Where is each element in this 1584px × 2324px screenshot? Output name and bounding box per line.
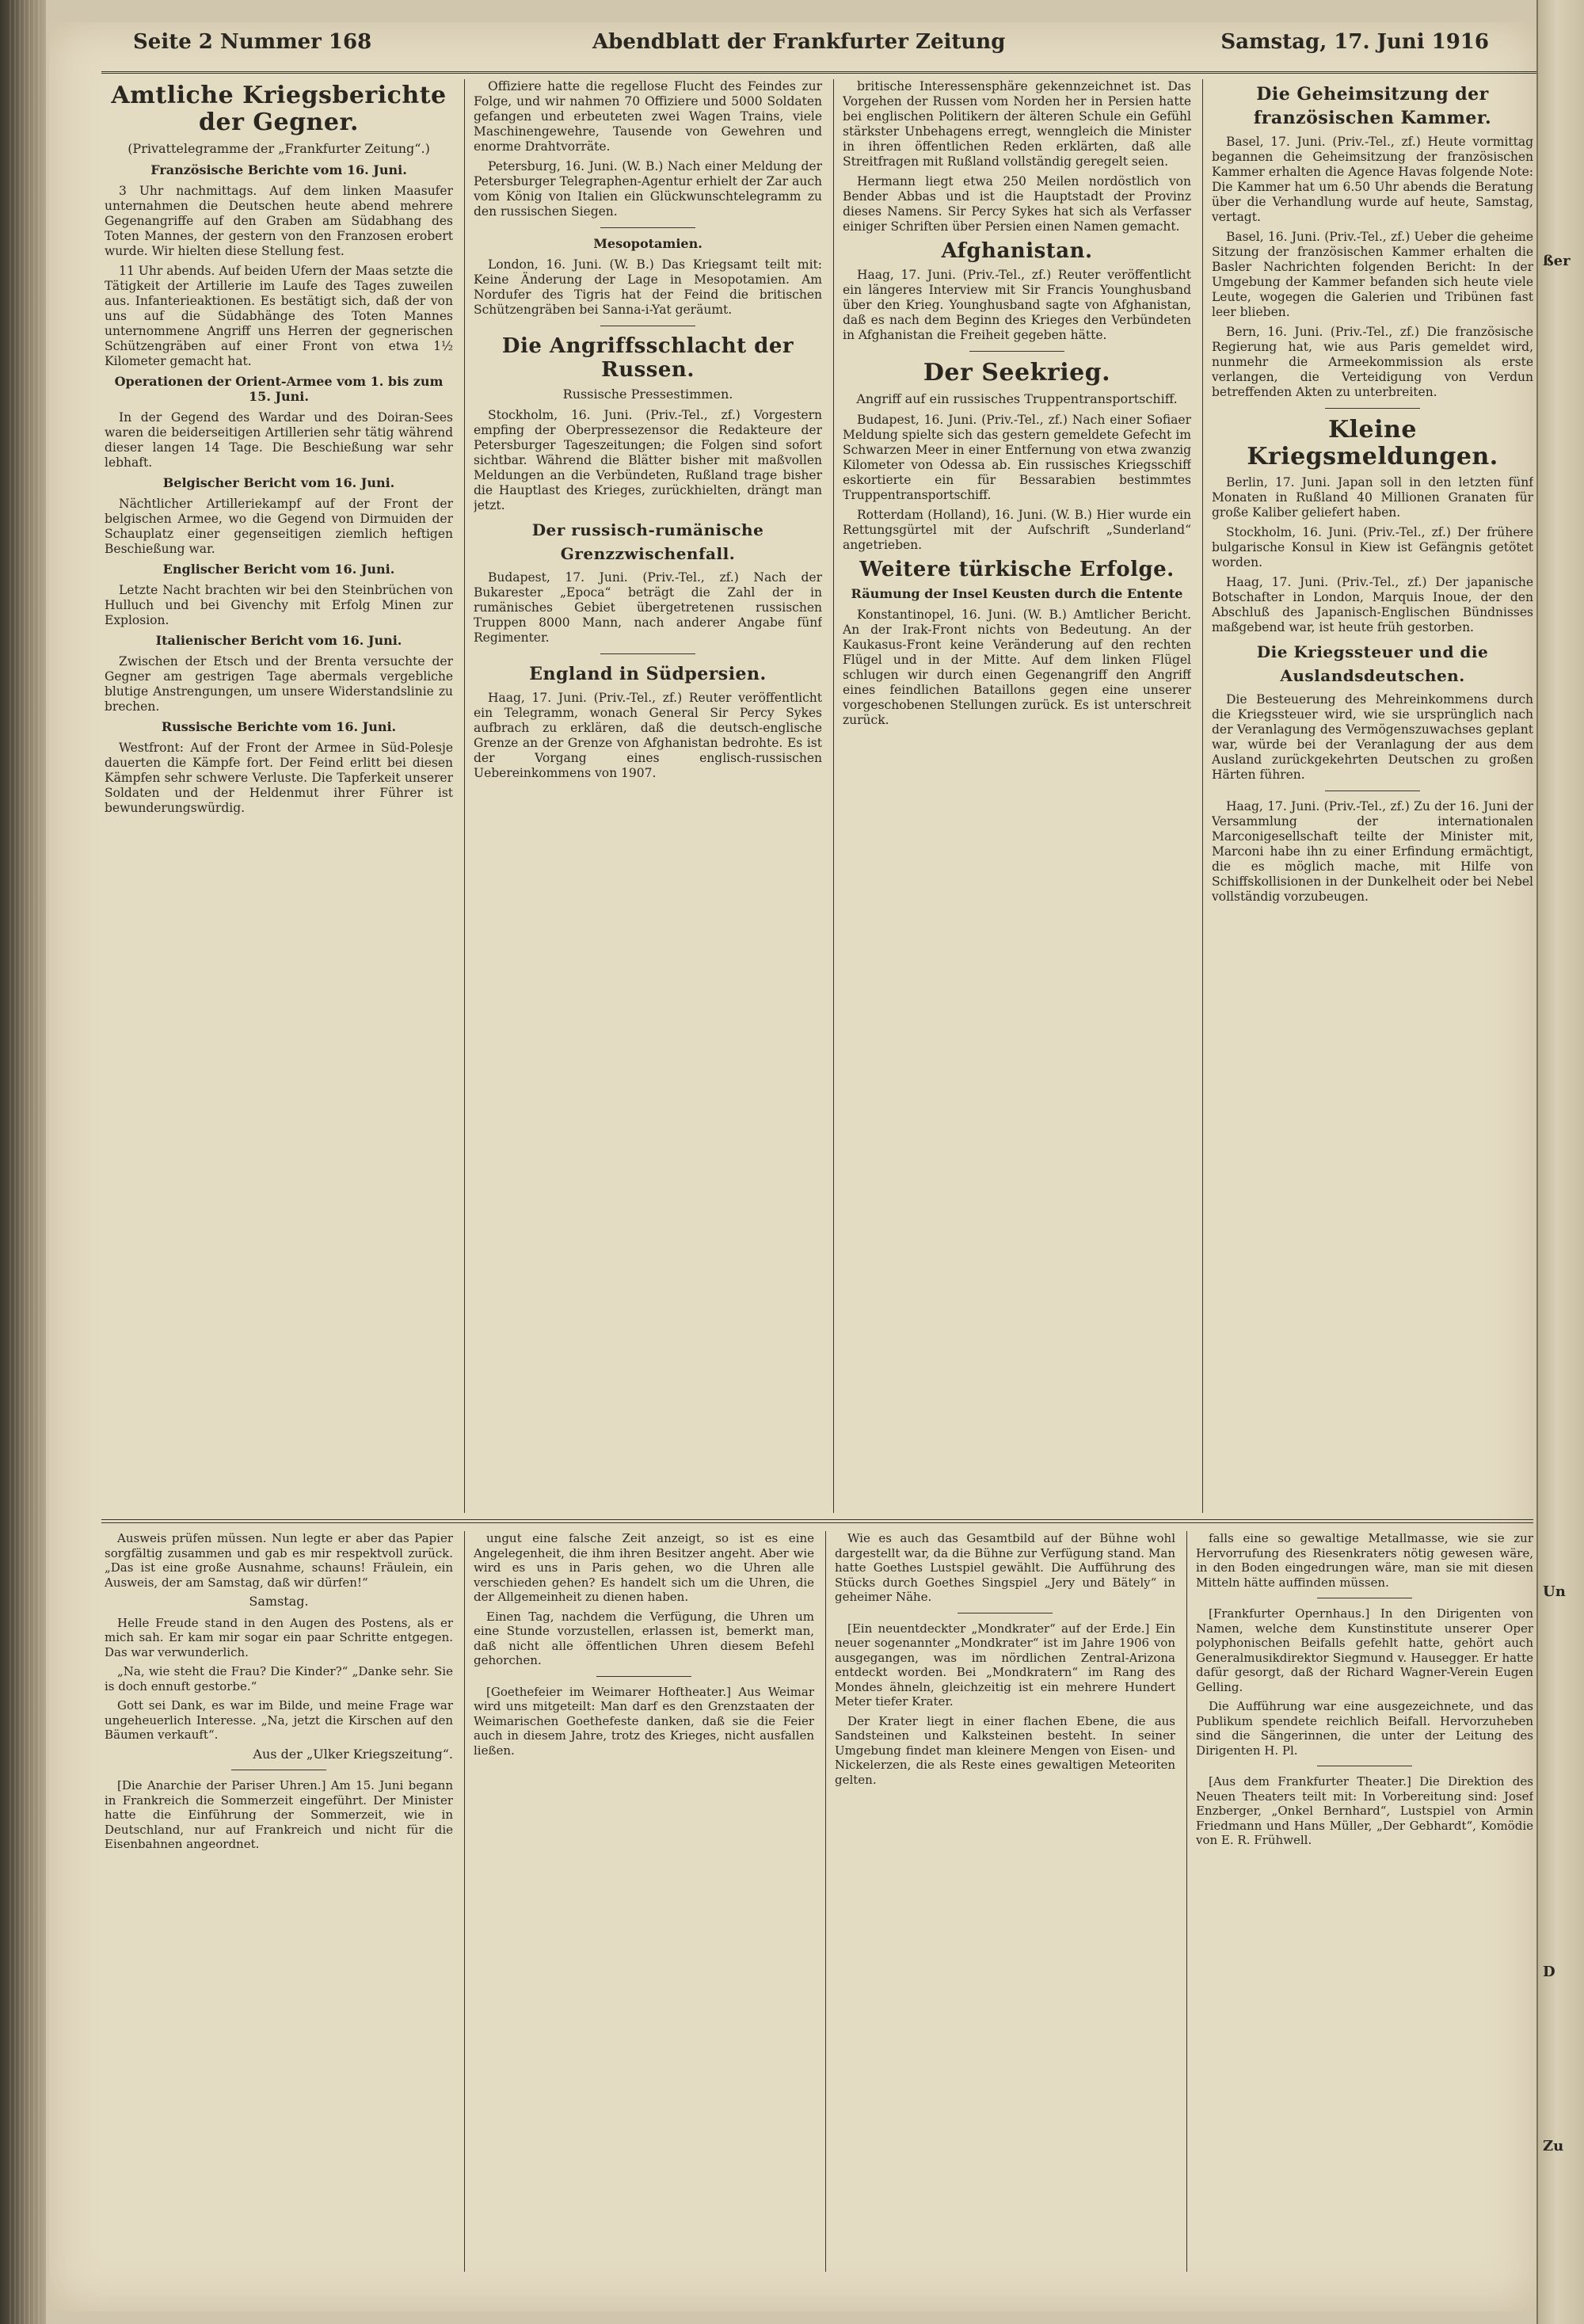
article-paragraph: In der Gegend des Wardar und des Doiran-Sees waren die beiderseitigen Artillerien sehr tätig während dieser langen 14 Tage. Die Beschießung war sehr lebhaft.	[105, 410, 453, 470]
feuilleton-column-3	[835, 1531, 1175, 2272]
article-paragraph: Bern, 16. Juni. (Priv.-Tel., zf.) Die französische Regierung hat, wie aus Paris gemeldet wird, nunmehr die Armeekommission als erste verlangen, die Verteidigung von Verdun betreffenden Akten zu unterbreiten.	[1212, 325, 1533, 399]
column-2	[474, 79, 822, 1513]
subheading-truppentransport: Angriff auf ein russisches Truppentransportschiff.	[856, 391, 1178, 406]
article-paragraph: London, 16. Juni. (W. B.) Das Kriegsamt teilt mit: Keine Änderung der Lage in Mesopotamien. Am Nordufer des Tigris hat der Feind die britischen Schützengräben bei Sanna-i-Yat geräumt.	[474, 257, 822, 317]
article-paragraph: britische Interessensphäre gekennzeichnet ist. Das Vorgehen der Russen vom Norden her in Persien hatte bei englischen Politikern der älteren Schule ein Gefühl stärkster Unbehagens erregt, wenngleich die Minister in ihren öffentlichen Reden erklärten, daß alle Streitfragen mit Rußland vollständig geregelt seien.	[843, 79, 1191, 169]
feuilleton-paragraph: Ausweis prüfen müssen. Nun legte er aber das Papier sorgfältig zusammen und gab es mir respektvoll zurück. „Das ist eine große Ausnahme, schauns! Fräulein, ein Ausweis, der am Samstag, daß wir dürfen!“	[105, 1531, 453, 1590]
feuilleton-paragraph: Einen Tag, nachdem die Verfügung, die Uhren um eine Stunde vorzustellen, erlassen ist, bemerkt man, daß nicht alle öffentlichen Uhren diesem Befehl gehorchen.	[474, 1609, 814, 1667]
article-paragraph: Die Besteuerung des Mehreinkommens durch die Kriegssteuer wird, wie sie ursprünglich nach der Veranlagung des Vermögenszuwachses geplant war, würde bei der Veranlagung der aus dem Ausland zurückgekehrten Deutschen zu großen Härten führen.	[1212, 692, 1533, 782]
book-binding	[0, 0, 46, 2324]
headline-tuerkische-erfolge: Weitere türkische Erfolge.	[859, 558, 1175, 581]
article-paragraph: Rotterdam (Holland), 16. Juni. (W. B.) Hier wurde ein Rettungsgürtel mit der Aufschrift „Sunderland“ angetrieben.	[843, 508, 1191, 552]
column-1	[105, 79, 453, 1513]
article-paragraph: Budapest, 17. Juni. (Priv.-Tel., zf.) Nach der Bukarester „Epoca“ beträgt die Zahl der in rumänisches Gebiet übergetretenen russischen Truppen 8000 Mann, nach anderer Angabe fünf Regimenter.	[474, 570, 822, 645]
section-russian-report: Russische Berichte vom 16. Juni.	[161, 719, 397, 734]
article-paragraph: Hermann liegt etwa 250 Meilen nordöstlich von Bender Abbas und ist die Hauptstadt der Provinz dieses Namens. Sir Percy Sykes hat sich als Verfasser einiger Schriften über Persien einen Namen gemacht.	[843, 174, 1191, 234]
feuilleton-column-2	[474, 1531, 814, 2272]
article-paragraph: Westfront: Auf der Front der Armee in Süd-Polesje dauerten die Kämpfe fort. Der Feind erlitt bei diesen Kämpfen sehr schwere Verluste. Die Tapferkeit unserer Soldaten und der Heldenmut ihrer Führer ist bewunderungswürdig.	[105, 741, 453, 815]
headline-angriffsschlacht: Die Angriffsschlacht der Russen.	[501, 334, 794, 382]
divider	[596, 1676, 691, 1677]
header-page-number: Seite 2 Nummer 168	[133, 30, 372, 54]
section-belgian-report: Belgischer Bericht vom 16. Juni.	[162, 475, 395, 490]
adjacent-page-fragment: Un	[1543, 1583, 1566, 1600]
adjacent-page-fragment: Zu	[1543, 2138, 1564, 2154]
divider	[969, 351, 1064, 352]
feuilleton-source: Aus der „Ulker Kriegszeitung“.	[253, 1746, 453, 1762]
divider	[600, 653, 695, 654]
newspaper-page	[49, 22, 1536, 2311]
feuilleton-column-1	[105, 1531, 453, 2272]
page-header	[101, 22, 1536, 74]
feuilleton-paragraph: Gott sei Dank, es war im Bilde, und meine Frage war ungeheuerlich Interesse. „Na, jetzt die Kirschen auf den Bäumen verkauft“.	[105, 1698, 453, 1742]
article-paragraph: Haag, 17. Juni. (Priv.-Tel., zf.) Der japanische Botschafter in London, Marquis Inoue, der den Abschluß des Japanisch-Englischen Bündnisses maßgebend war, ist heute früh gestorben.	[1212, 575, 1533, 634]
headline-grenzzwischenfall: Der russisch-rumänische Grenzzwischenfall.	[531, 520, 764, 563]
feuilleton-paragraph: [Aus dem Frankfurter Theater.] Die Direktion des Neuen Theaters teilt mit: In Vorbereitung sind: Josef Enzberger, „Onkel Bernhard“, Lustspiel von Armin Friedmann und Hans Müller, „Der Gebhardt“, Komödie von E. R. Frühwell.	[1196, 1774, 1533, 1847]
article-paragraph: Haag, 17. Juni. (Priv.-Tel., zf.) Reuter veröffentlicht ein längeres Interview mit Sir Francis Younghusband über den Krieg. Younghusband sagte von Afghanistan, daß es nach dem Beginn des Krieges den Verbündeten in Afghanistan die Freiheit gegeben hätte.	[843, 268, 1191, 342]
article-paragraph: Haag, 17. Juni. (Priv.-Tel., zf.) Zu der 16. Juni der Versammlung der internationalen Marconigesellschaft teilte der Minister mit, Marconi habe ihn zu einer Erfindung ermächtigt, die es möglich mache, mit Hilfe von Schiffskollisionen in der Dunkelheit oder bei Nebel vollständig vorzubeugen.	[1212, 799, 1533, 904]
feuilleton-paragraph: Helle Freude stand in den Augen des Postens, als er mich sah. Er kam mir sogar ein paar Schritte entgegen. Das war verwunderlich.	[105, 1615, 453, 1659]
column-rule	[464, 1531, 465, 2272]
headline-suedpersien: England in Südpersien.	[529, 664, 767, 684]
feuilleton-paragraph: [Goethefeier im Weimarer Hoftheater.] Aus Weimar wird uns mitgeteilt: Man darf es den Grenzstaaten der Weimarischen Goethefeste danken, daß sie die Feier auch in diesem Jahre, trotz des Krieges, nicht ausfallen ließen.	[474, 1684, 814, 1758]
feuilleton-paragraph: [Ein neuentdeckter „Mondkrater“ auf der Erde.] Ein neuer sogenannter „Mondkrater“ ist im Jahre 1906 von ausgegangen, was im nördlichen Zentral-Arizona entdeckt worden. Bei „Mondkratern“ im Rang des Mondes ähneln, gleichzeitig ist ein mehrere Hundert Meter tiefer Krater.	[835, 1621, 1175, 1709]
divider	[1325, 408, 1420, 409]
section-italian-report: Italienischer Bericht vom 16. Juni.	[155, 633, 402, 648]
article-paragraph: Basel, 16. Juni. (Priv.-Tel., zf.) Ueber die geheime Sitzung der französischen Kammer erhalten die Basler Nachrichten folgenden Bericht: In der Umgebung der Kammer befanden sich heute viele Leute, wogegen die Galerien und Tribünen fast leer blieben.	[1212, 230, 1533, 319]
feuilleton-paragraph: Die Aufführung war eine ausgezeichnete, und das Publikum spendete reichlich Beifall. Hervorzuheben sind die Sängerinnen, die unter der Leitung des Dirigenten H. Pl.	[1196, 1699, 1533, 1758]
article-paragraph: Konstantinopel, 16. Juni. (W. B.) Amtlicher Bericht. An der Irak-Front nichts von Bedeutung. An der Kaukasus-Front keine Veränderung auf den rechten Flügel und in der Mitte. Auf dem linken Flügel schlugen wir durch einen Gegenangriff den Angriff eines feindlichen Bataillons gegen eine unserer vorgeschobenen Stellungen zurück. Es ist unterschreit zurück.	[843, 608, 1191, 727]
headline-kriegsberichte: Amtliche Kriegsberichte der Gegner.	[111, 82, 447, 136]
column-3	[843, 79, 1191, 1513]
section-english-report: Englischer Bericht vom 16. Juni.	[162, 562, 395, 577]
feuilleton-paragraph: falls eine so gewaltige Metallmasse, wie sie zur Hervorrufung des Riesenkraters nötig gewesen wäre, in den Boden eingedrungen wäre, man sie mit diesen Mitteln hätte auffinden müssen.	[1196, 1531, 1533, 1590]
column-rule	[825, 1531, 826, 2272]
subheading-insel-keusten: Räumung der Insel Keusten durch die Entente	[851, 586, 1183, 601]
section-mesopotamien: Mesopotamien.	[593, 236, 703, 251]
article-paragraph: Offiziere hatte die regellose Flucht des Feindes zur Folge, und wir nahmen 70 Offiziere und 5000 Soldaten gefangen und erbeuteten zwei Wagen Trains, viele Maschinengewehre, Tausende von Gewehren und enorme Drahtvorräte.	[474, 79, 822, 154]
column-4	[1212, 79, 1533, 1513]
feuilleton-paragraph: [Frankfurter Opernhaus.] In den Dirigenten von Namen, welche dem Kunstinstitute unserer Oper polyphonischen Beifalls gefehlt hatte, gehört auch Generalmusikdirektor Siegmund v. Hausegger. Er hatte dafür gesorgt, daß der Richard Wagner-Verein Eugen Gelling.	[1196, 1606, 1533, 1694]
article-paragraph: Letzte Nacht brachten wir bei den Steinbrüchen von Hulluch und bei Givenchy mit Erfolg Minen zur Explosion.	[105, 583, 453, 627]
article-paragraph: Basel, 17. Juni. (Priv.-Tel., zf.) Heute vormittag begannen die Geheimsitzung der französischen Kammer erhalten die Agence Havas folgende Note: Die Kammer hat um 6.50 Uhr abends die Beratung über die Verhandlung wurde auf heute, Samstag, vertagt.	[1212, 135, 1533, 224]
feuilleton-paragraph: Wie es auch das Gesamtbild auf der Bühne wohl dargestellt war, da die Bühne zur Verfügung stand. Man hatte Goethes Lustspiel gewählt. Die Aufführung des Stücks durch Goethes Singspiel „Jery und Bätely“ in geheimer Nähe.	[835, 1531, 1175, 1604]
article-paragraph: Haag, 17. Juni. (Priv.-Tel., zf.) Reuter veröffentlicht ein Telegramm, wonach General Sir Percy Sykes aufbrach zu erklären, daß die deutsch-englische Grenze an der Grenze von Afghanistan bedrohte. Es ist der Vorgang eines englisch-russischen Uebereinkommens von 1907.	[474, 691, 822, 780]
feuilleton-subheading: Samstag.	[249, 1594, 309, 1609]
feuilleton-paragraph: [Die Anarchie der Pariser Uhren.] Am 15. Juni begann in Frankreich die Sommerzeit eingeführt. Der Minister hatte die Einführung der Sommerzeit, wie in Deutschland, nur auf Frankreich und nicht für die Eisenbahnen angeordnet.	[105, 1778, 453, 1851]
article-paragraph: Petersburg, 16. Juni. (W. B.) Nach einer Meldung der Petersburger Telegraphen-Agentur erhielt der Zar auch vom König von Italien ein Glückwunschtelegramm zu den russischen Siegen.	[474, 159, 822, 219]
binding-lines	[10, 0, 41, 2324]
header-date: Samstag, 17. Juni 1916	[1220, 30, 1489, 54]
article-paragraph: Berlin, 17. Juni. Japan soll in den letzten fünf Monaten in Rußland 40 Millionen Granaten für große Kaliber geliefert haben.	[1212, 475, 1533, 520]
article-paragraph: Stockholm, 16. Juni. (Priv.-Tel., zf.) Der frühere bulgarische Konsul in Kiew ist Gefängnis getötet worden.	[1212, 525, 1533, 570]
feuilleton-paragraph: Der Krater liegt in einer flachen Ebene, die aus Sandsteinen und Kalksteinen besteht. In seiner Umgebung findet man kleinere Mengen von Eisen- und Nickelerzen, die als Reste eines gewaltigen Meteoriten gelten.	[835, 1713, 1175, 1787]
headline-seekrieg: Der Seekrieg.	[923, 359, 1111, 387]
column-rule	[833, 79, 834, 1513]
adjacent-page-edge	[1536, 0, 1584, 2324]
feuilleton-paragraph: ungut eine falsche Zeit anzeigt, so ist es eine Angelegenheit, die ihm ihren Besitzer angeht. Aber wie wird es uns in Paris gehen, wo die Uhren alle verschieden gehen? Es handelt sich um die Uhren, die der Allgemeinheit zu dienen haben.	[474, 1531, 814, 1604]
divider	[600, 227, 695, 228]
headline-kleine-kriegsmeldungen: Kleine Kriegsmeldungen.	[1247, 416, 1498, 471]
column-rule	[464, 79, 465, 1513]
section-orient-army: Operationen der Orient-Armee vom 1. bis zum 15. Juni.	[114, 374, 444, 404]
headline-kriegssteuer: Die Kriegssteuer und die Auslandsdeutschen.	[1256, 642, 1489, 685]
feuilleton-paragraph: „Na, wie steht die Frau? Die Kinder?“ „Danke sehr. Sie is doch ennuft gestorbe.“	[105, 1664, 453, 1693]
feuilleton-column-4	[1196, 1531, 1533, 2272]
article-paragraph: Zwischen der Etsch und der Brenta versuchte der Gegner am gestrigen Tage abermals vergebliche blutige Anstrengungen, um unsere Widerstandslinie zu brechen.	[105, 654, 453, 714]
subheading-pressestimmen: Russische Pressestimmen.	[562, 387, 733, 402]
column-rule	[1186, 1531, 1187, 2272]
feuilleton-rule	[101, 1519, 1533, 1523]
article-paragraph: Nächtlicher Artilleriekampf auf der Front der belgischen Armee, wo die Gegend von Dirmuiden der Schauplatz einer gegenseitigen ziemlich heftigen Beschießung war.	[105, 497, 453, 556]
adjacent-page-fragment: D	[1543, 1964, 1555, 1980]
section-french-report: Französische Berichte vom 16. Juni.	[150, 162, 407, 177]
article-paragraph: 3 Uhr nachmittags. Auf dem linken Maasufer unternahmen die Deutschen heute abend mehrere Gegenangriffe auf den Graben am Südabhang des Toten Mannes, der gestern von den Franzosen erobert wurde. Wir hielten diese Stellung fest.	[105, 184, 453, 258]
article-paragraph: 11 Uhr abends. Auf beiden Ufern der Maas setzte die Tätigkeit der Artillerie im Laufe des Tages zuweilen aus. Infanterieaktionen. Es bestätigt sich, daß der von uns auf die Südabhänge des Toten Mannes unternommene Angriff uns Herren der gegnerischen Schützengräben auf einer Front von etwa 1½ Kilometer gemacht hat.	[105, 264, 453, 368]
article-paragraph: Budapest, 16. Juni. (Priv.-Tel., zf.) Nach einer Sofiaer Meldung spielte sich das gestern gemeldete Gefecht im Schwarzen Meer in einer Entfernung von etwa zwanzig Kilometer von Odessa ab. Ein russisches Kriegsschiff eskortierte ein für Bessarabien bestimmtes Truppentransportschiff.	[843, 413, 1191, 502]
headline-afghanistan: Afghanistan.	[941, 239, 1093, 263]
header-masthead: Abendblatt der Frankfurter Zeitung	[592, 30, 1006, 54]
column-rule	[1202, 79, 1203, 1513]
headline-geheimsitzung: Die Geheimsitzung der französischen Kammer.	[1253, 84, 1492, 128]
subheading-privattelegramme: (Privattelegramme der „Frankfurter Zeitung“.)	[128, 141, 430, 156]
article-paragraph: Stockholm, 16. Juni. (Priv.-Tel., zf.) Vorgestern empfing der Oberpressezensor die Redakteure der Petersburger Tageszeitungen; die Folgen sind sofort sichtbar. Während die Blätter bisher mit maßvollen Meldungen an die Verbündeten, Rußland trage bisher die Hauptlast des Krieges, zurückhielten, drängt man jetzt.	[474, 408, 822, 512]
adjacent-page-fragment: ßer	[1543, 253, 1571, 269]
